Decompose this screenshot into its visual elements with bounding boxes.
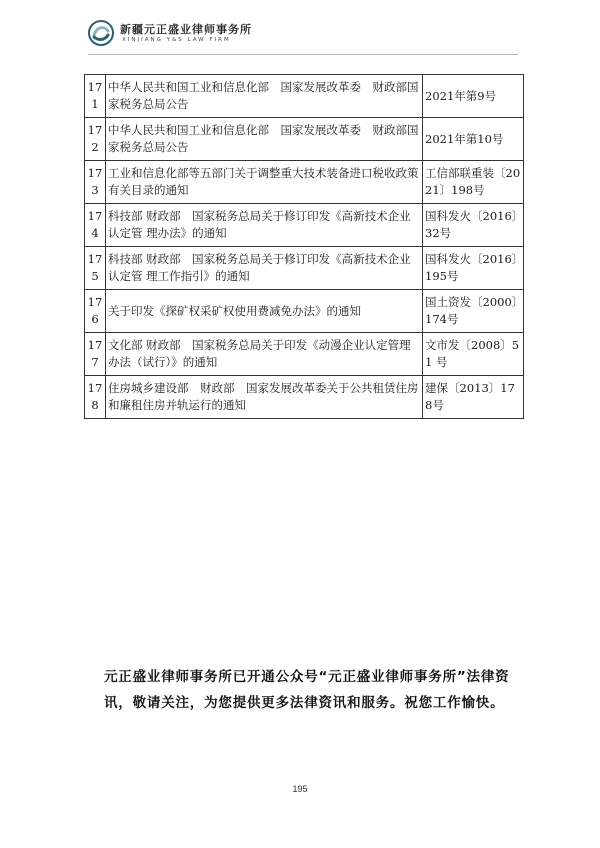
regulations-table — [84, 74, 524, 419]
wechat-notice: 元正盛业律师事务所已开通公众号“元正盛业律师事务所”法律资讯，敬请关注，为您提供更多法律资讯和服务。祝您工作愉快。 — [104, 669, 510, 711]
document-number: 国科发火〔2016〕195号 — [423, 247, 524, 290]
header-divider — [88, 54, 518, 55]
row-number: 178 — [85, 376, 106, 419]
row-number: 171 — [85, 75, 106, 118]
table-row — [85, 333, 524, 376]
row-number: 172 — [85, 118, 106, 161]
regulation-title: 文化部 财政部 国家税务总局关于印发《动漫企业认定管理办法（试行）》的通知 — [106, 333, 423, 376]
regulation-title: 工业和信息化部等五部门关于调整重大技术装备进口税收政策有关目录的通知 — [106, 161, 423, 204]
document-number: 2021年第10号 — [423, 118, 524, 161]
table-row — [85, 204, 524, 247]
table-row — [85, 118, 524, 161]
document-number: 2021年第9号 — [423, 75, 524, 118]
document-number: 建保〔2013〕178号 — [423, 376, 524, 419]
firm-logo-icon — [88, 20, 114, 46]
table-row — [85, 376, 524, 419]
table-row — [85, 290, 524, 333]
page-number: 195 — [292, 784, 308, 794]
regulation-title: 科技部 财政部 国家税务总局关于修订印发《高新技术企业认定管 理工作指引》的通知 — [106, 247, 423, 290]
table-row — [85, 161, 524, 204]
document-number: 国科发火〔2016〕32号 — [423, 204, 524, 247]
page-header — [88, 16, 518, 56]
document-number: 文市发〔2008〕51 号 — [423, 333, 524, 376]
regulation-title: 关于印发《探矿权采矿权使用费减免办法》的通知 — [106, 290, 423, 333]
document-number: 国土资发〔2000〕174号 — [423, 290, 524, 333]
row-number: 174 — [85, 204, 106, 247]
firm-name-cn: 新疆元正盛业律师事务所 — [120, 23, 252, 36]
row-number: 173 — [85, 161, 106, 204]
row-number: 175 — [85, 247, 106, 290]
regulation-title: 住房城乡建设部 财政部 国家发展改革委关于公共租赁住房和廉租住房并轨运行的通知 — [106, 376, 423, 419]
row-number: 176 — [85, 290, 106, 333]
row-number: 177 — [85, 333, 106, 376]
document-number: 工信部联重装〔2021〕198号 — [423, 161, 524, 204]
table-row — [85, 75, 524, 118]
table-row — [85, 247, 524, 290]
regulation-title: 科技部 财政部 国家税务总局关于修订印发《高新技术企业认定管 理办法》的通知 — [106, 204, 423, 247]
regulation-title: 中华人民共和国工业和信息化部 国家发展改革委 财政部国家税务总局公告 — [106, 118, 423, 161]
firm-name-en: XINJIANG Y&S LAW FIRM — [122, 37, 231, 43]
regulation-title: 中华人民共和国工业和信息化部 国家发展改革委 财政部国家税务总局公告 — [106, 75, 423, 118]
